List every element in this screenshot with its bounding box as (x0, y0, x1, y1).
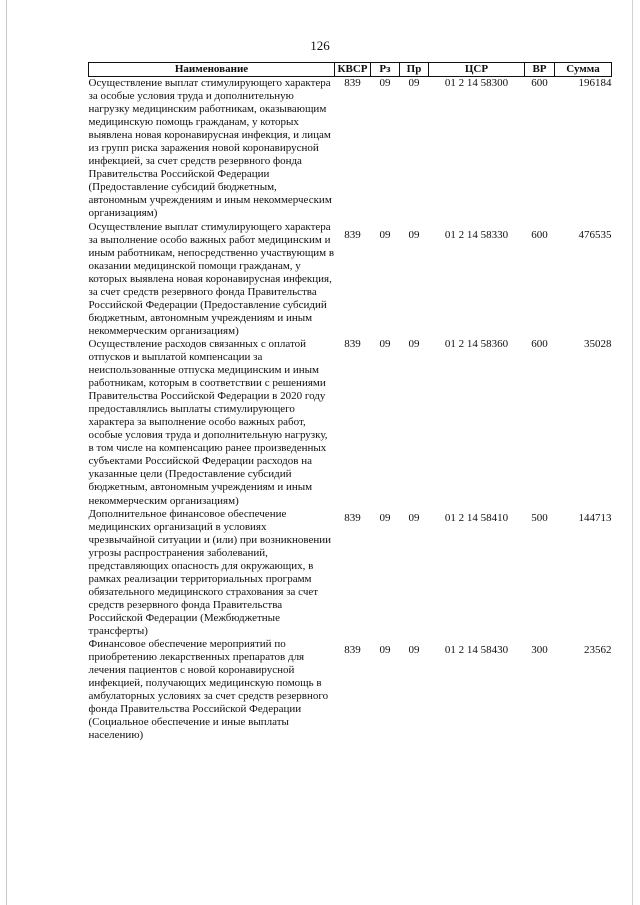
header-row (89, 63, 612, 77)
row-vr: 600 (531, 228, 548, 241)
row-pr: 09 (408, 644, 420, 657)
table-row (89, 638, 612, 742)
table-header (89, 63, 612, 77)
table-row (89, 338, 612, 508)
row-kvsr: 839 (344, 228, 361, 241)
row-kvsr: 839 (344, 644, 361, 657)
row-name: Осуществление выплат стимулирующего характера за выполнение особо важных работ медицинским и иным работникам, непосредственно участвующим в оказании медицинской помощи гражданам, у которых выявлена новая коронавирусная инфекция, за счет средств резервного фонда Правительства Российской Федерации (Предоставление субсидий бюджетным, автономным учреждениям и иным некоммерческим организациям) (88, 220, 335, 337)
row-sum: 476535 (578, 228, 612, 241)
row-kvsr: 839 (344, 337, 361, 350)
row-vr: 600 (531, 77, 548, 89)
header-csr: ЦСР (429, 63, 525, 77)
table-row (89, 508, 612, 638)
row-pr: 09 (408, 337, 420, 350)
page-number: 126 (310, 38, 330, 53)
row-csr: 01 2 14 58300 (444, 77, 509, 89)
scan-edge-right (632, 0, 633, 905)
table-body (89, 77, 612, 743)
row-name: Финансовое обеспечение мероприятий по приобретению лекарственных препаратов для лечения пациентов с новой коронавирусной инфекцией, получающих медицинскую помощь в амбулаторных условиях за счет средств резервного фонда Правительства Российской Федерации (Социальное обеспечение и иные выплаты населению) (88, 638, 329, 742)
row-rz: 09 (379, 77, 391, 89)
row-vr: 500 (531, 511, 548, 524)
header-vr: ВР (525, 63, 555, 77)
row-rz: 09 (379, 337, 391, 350)
table-row (89, 77, 612, 221)
row-csr: 01 2 14 58410 (444, 511, 509, 524)
table-row (89, 221, 612, 338)
row-name: Дополнительное финансовое обеспечение медицинских организаций в условиях чрезвычайной ситуации и (или) при возникновении угрозы распространения заболеваний, представляющих опасность для окружающих, в рамках реализации территориальных программ обязательного медицинского страхования за счет средств резервного фонда Правительства Российской Федерации (Межбюджетные трансферты) (88, 507, 332, 637)
row-sum: 196184 (578, 77, 612, 89)
row-rz: 09 (379, 644, 391, 657)
row-csr: 01 2 14 58430 (444, 644, 509, 657)
budget-table (88, 62, 612, 742)
row-sum: 23562 (584, 644, 612, 657)
row-kvsr: 839 (344, 511, 361, 524)
header-kvsr: КВСР (335, 63, 371, 77)
header-name: Наименование (89, 63, 335, 77)
scan-edge-left (6, 0, 7, 905)
header-rz: Рз (371, 63, 400, 77)
row-vr: 600 (531, 337, 548, 350)
header-pr: Пр (400, 63, 429, 77)
row-name: Осуществление выплат стимулирующего характера за особые условия труда и дополнительную нагрузку медицинским работникам, оказывающим медицинскую помощь гражданам, у которых выявлена новая коронавирусная инфекция, и лицам из групп риска заражения новой коронавирусной инфекцией, за счет средств резервного фонда Правительства Российской Федерации (Предоставление субсидий бюджетным, автономным учреждениям и иным некоммерческим организациям) (88, 77, 332, 220)
row-rz: 09 (379, 228, 391, 241)
row-pr: 09 (408, 77, 420, 89)
row-pr: 09 (408, 228, 420, 241)
row-vr: 300 (531, 644, 548, 657)
row-csr: 01 2 14 58360 (444, 337, 509, 350)
row-name: Осуществление расходов связанных с оплатой отпусков и выплатой компенсации за неиспользованные отпуска медицинским и иным работникам, которым в соответствии с решениями Правительства Российской Федерации в 2020 году предоставлялись выплаты стимулирующего характера за выполнение особо важных работ, особые условия труда и дополнительную нагрузку, в том числе на компенсацию ранее произведенных субъектами Российской Федерации расходов на указанные цели (Предоставление субсидий бюджетным, автономным учреждениям и иным некоммерческим организациям) (88, 337, 328, 507)
row-sum: 144713 (578, 511, 612, 524)
row-sum: 35028 (584, 337, 612, 350)
row-kvsr: 839 (344, 77, 361, 89)
row-pr: 09 (408, 511, 420, 524)
row-rz: 09 (379, 511, 391, 524)
header-sum: Сумма (555, 63, 612, 77)
row-csr: 01 2 14 58330 (444, 228, 509, 241)
